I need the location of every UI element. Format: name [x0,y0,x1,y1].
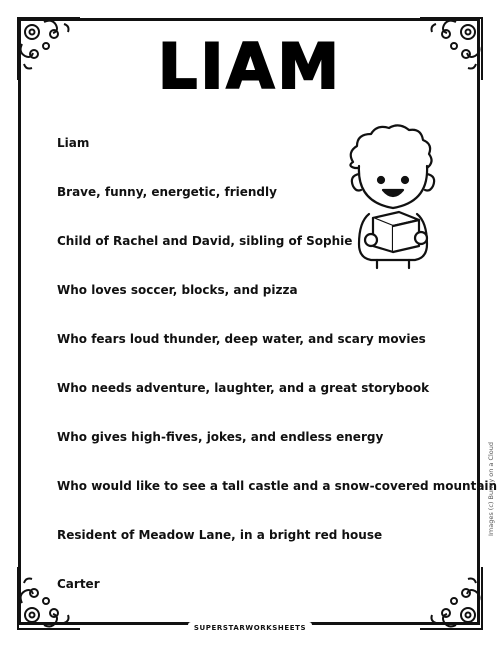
page-title: LIAM [157,30,343,103]
poem-line: Who needs adventure, laughter, and a great storybook [57,381,430,395]
poem-line: Brave, funny, energetic, friendly [57,185,277,199]
poem-line: Who gives high-fives, jokes, and endless energy [57,430,384,444]
poem-line: Liam [57,136,90,150]
poem-line: Who loves soccer, blocks, and pizza [57,283,298,297]
footer [0,615,500,634]
poem-line: Resident of Meadow Lane, in a bright red house [57,528,383,542]
poem-line: Who would like to see a tall castle and a snow-covered mountain [57,479,498,493]
poem-line: Carter [57,577,100,591]
credit-text: Images (c) Bunny on a Cloud [487,441,495,537]
footer-brand: SUPERSTARWORKSHEETS [188,622,312,634]
image-credit [481,400,495,580]
poem-line: Child of Rachel and David, sibling of Sophie [57,234,353,248]
boy-with-box-illustration [343,122,443,282]
poem-line: Who fears loud thunder, deep water, and scary movies [57,332,426,346]
